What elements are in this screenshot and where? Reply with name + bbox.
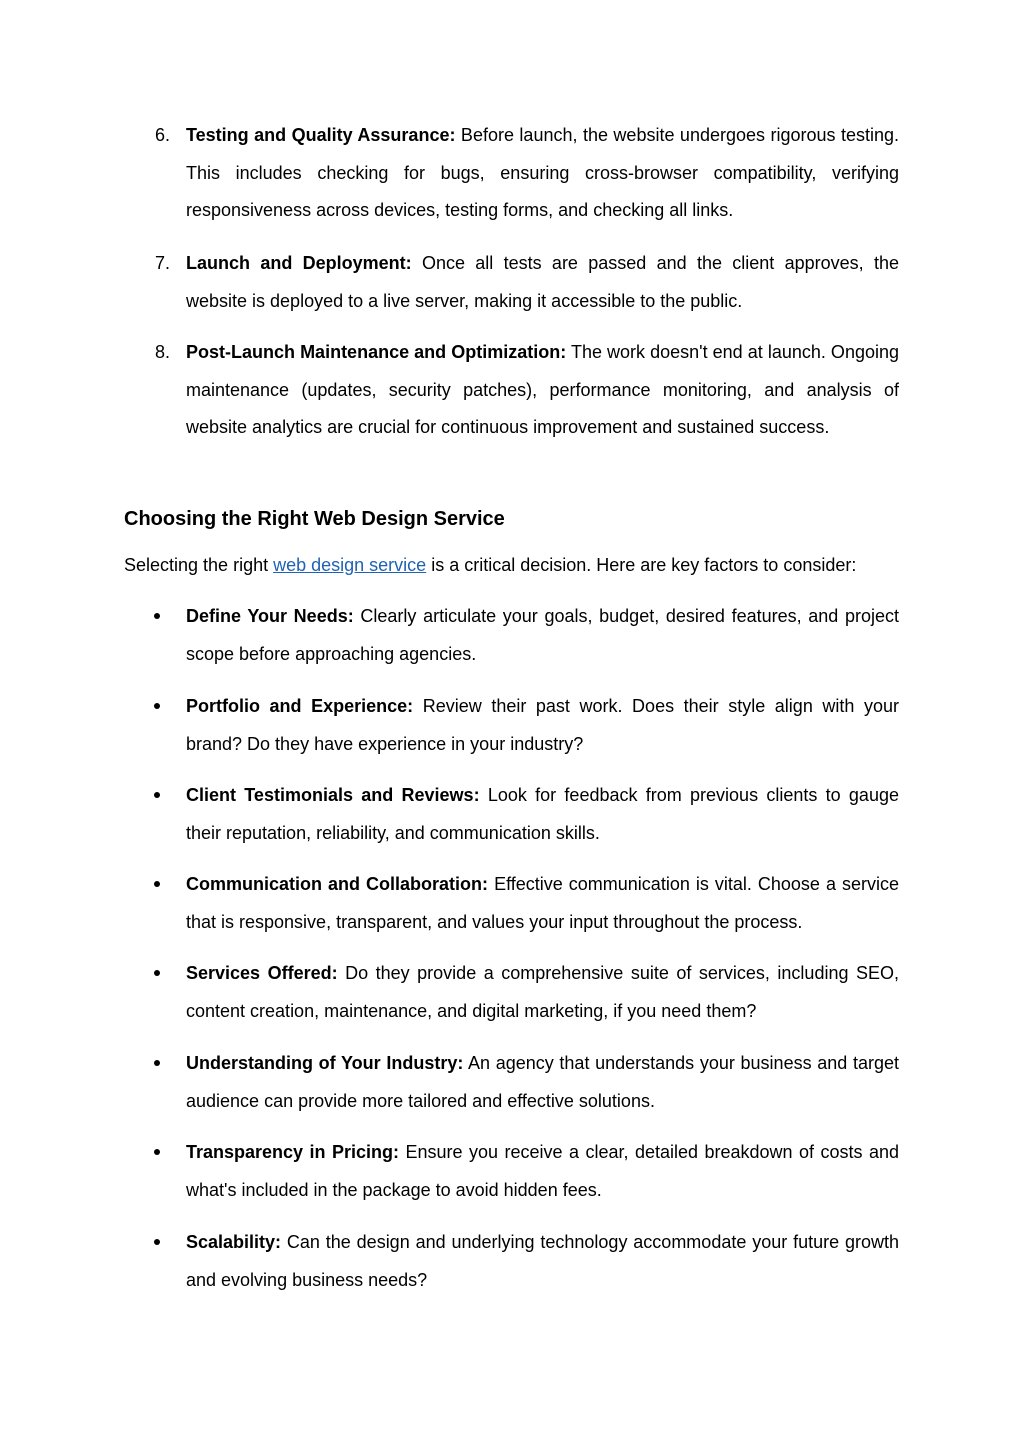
item-text: Clearly articulate your goals, budget, desired features, and project scope before approaching agencies. [186,606,900,664]
list-number: 8. [155,342,171,362]
list-number: 6. [155,125,171,145]
intro-text-after: is a critical decision. Here are key factors to consider: [426,555,857,575]
list-number: 7. [155,253,171,273]
bullet-item-needs [186,598,899,673]
bullet-item-testimonials [186,777,899,852]
item-title: Communication and Collaboration: [186,874,489,894]
bullet-item-pricing [186,1134,899,1209]
item-text: Look for feedback from previous clients to gauge their reputation, reliability, and communication skills. [186,785,899,843]
item-title: Services Offered: [186,963,338,983]
numbered-item-launch [186,245,899,320]
item-text: Effective communication is vital. Choose a service that is responsive, transparent, and values your input throughout the process. [186,874,900,932]
bullet-icon [154,598,160,636]
bullet-icon [154,1224,160,1262]
intro-paragraph [124,547,899,585]
item-text: The work doesn't end at launch. Ongoing maintenance (updates, security patches), performance monitoring, and analysis of website analytics are crucial for continuous improvement and sustained success. [186,342,899,438]
bullet-item-industry [186,1045,899,1120]
item-title: Transparency in Pricing: [186,1142,400,1162]
bullet-item-scalability [186,1224,899,1299]
numbered-item-testing [186,117,899,230]
bullet-item-portfolio [186,688,899,763]
bullet-icon [154,1045,160,1083]
item-title: Post-Launch Maintenance and Optimization: [186,342,567,362]
item-text: Before launch, the website undergoes rigorous testing. This includes checking for bugs, ensuring cross-browser compatibility, verifying responsiveness across devices, testing forms, and checking all links. [186,125,899,221]
item-text: Once all tests are passed and the client approves, the website is deployed to a live server, making it accessible to the public. [186,253,899,311]
item-text: Ensure you receive a clear, detailed breakdown of costs and what's included in the package to avoid hidden fees. [186,1142,899,1200]
intro-text-before: Selecting the right [124,555,274,575]
item-title: Launch and Deployment: [186,253,412,273]
item-text: Can the design and underlying technology accommodate your future growth and evolving business needs? [186,1232,899,1290]
numbered-item-maintenance [186,334,899,447]
item-title: Portfolio and Experience: [186,696,414,716]
web-design-service-link[interactable]: web design service [273,555,427,575]
item-title: Testing and Quality Assurance: [186,125,456,145]
section-heading: Choosing the Right Web Design Service [124,508,505,530]
bullet-icon [154,955,160,993]
bullet-item-services [186,955,899,1030]
bullet-item-communication [186,866,899,941]
item-title: Scalability: [186,1232,282,1252]
item-title: Understanding of Your Industry: [186,1053,464,1073]
item-text: Do they provide a comprehensive suite of services, including SEO, content creation, maintenance, and digital marketing, if you need them? [186,963,900,1021]
item-text: An agency that understands your business and target audience can provide more tailored and effective solutions. [186,1053,899,1111]
bullet-icon [154,777,160,815]
item-text: Review their past work. Does their style align with your brand? Do they have experience in your industry? [186,696,899,754]
item-title: Define Your Needs: [186,606,354,626]
bullet-icon [154,866,160,904]
item-title: Client Testimonials and Reviews: [186,785,480,805]
bullet-icon [154,1134,160,1172]
bullet-icon [154,688,160,726]
